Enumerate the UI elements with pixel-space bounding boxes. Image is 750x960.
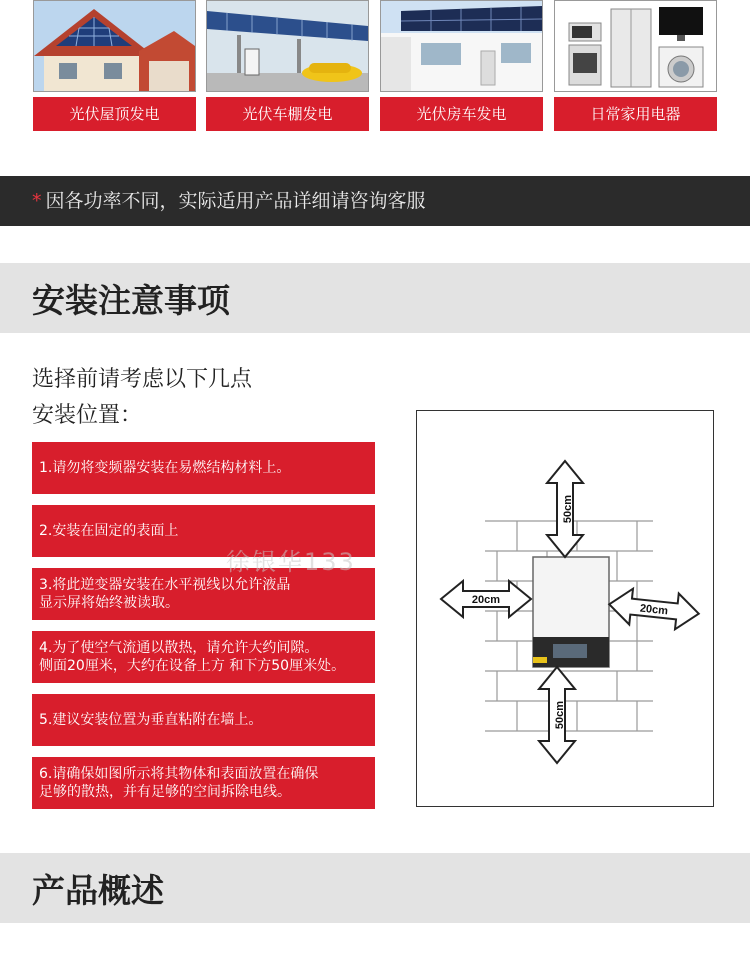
application-gallery bbox=[0, 0, 750, 140]
arrow-up-icon bbox=[547, 461, 583, 557]
right-gap-label: 20cm bbox=[639, 602, 669, 618]
overview-section-header bbox=[0, 853, 750, 923]
notice-bar bbox=[0, 176, 750, 226]
install-tip: 2.安装在固定的表面上 bbox=[32, 505, 375, 557]
clearance-diagram bbox=[416, 410, 714, 807]
top-gap-label: 50cm bbox=[562, 494, 574, 524]
app-rooftop bbox=[33, 0, 196, 131]
install-location-label: 安装位置： bbox=[32, 403, 143, 428]
app-label: 光伏房车发电 bbox=[380, 97, 543, 131]
install-tip: 1.请勿将变频器安装在易燃结构材料上。 bbox=[32, 442, 375, 494]
app-rv bbox=[380, 0, 543, 131]
app-label: 光伏屋顶发电 bbox=[33, 97, 196, 131]
app-appliances bbox=[554, 0, 717, 131]
asterisk-icon: * bbox=[32, 190, 42, 212]
install-tip: 5.建议安装位置为垂直粘附在墙上。 bbox=[32, 694, 375, 746]
app-carport bbox=[206, 0, 369, 131]
left-gap-label: 20cm bbox=[471, 594, 501, 606]
app-label: 日常家用电器 bbox=[554, 97, 717, 131]
carport-solar-image bbox=[206, 0, 369, 92]
install-tip: 3.将此逆变器安装在水平视线以允许液晶 显示屏将始终被读取。 bbox=[32, 568, 375, 620]
rv-solar-image bbox=[380, 0, 543, 92]
arrow-down-icon bbox=[539, 667, 575, 763]
install-section-header bbox=[0, 263, 750, 333]
install-intro: 选择前请考虑以下几点 bbox=[32, 367, 253, 392]
app-label: 光伏车棚发电 bbox=[206, 97, 369, 131]
install-tip: 4.为了使空气流通以散热，请允许大约间隙。 侧面20厘米，大约在设备上方 和下方50厘米处。 bbox=[32, 631, 375, 683]
bottom-gap-label: 50cm bbox=[554, 700, 566, 730]
install-tip: 6.请确保如图所示将其物体和表面放置在确保 足够的散热，并有足够的空间拆除电线。 bbox=[32, 757, 375, 809]
rooftop-solar-image bbox=[33, 0, 196, 92]
notice-text: 因各功率不同，实际适用产品详细请咨询客服 bbox=[45, 190, 426, 212]
watermark: 徐银华133 bbox=[226, 548, 356, 576]
overview-section-title: 产品概述 bbox=[32, 871, 164, 910]
arrow-right-icon bbox=[607, 586, 700, 631]
inverter-icon bbox=[533, 557, 609, 667]
install-section-title: 安装注意事项 bbox=[32, 281, 230, 320]
home-appliances-image bbox=[554, 0, 717, 92]
